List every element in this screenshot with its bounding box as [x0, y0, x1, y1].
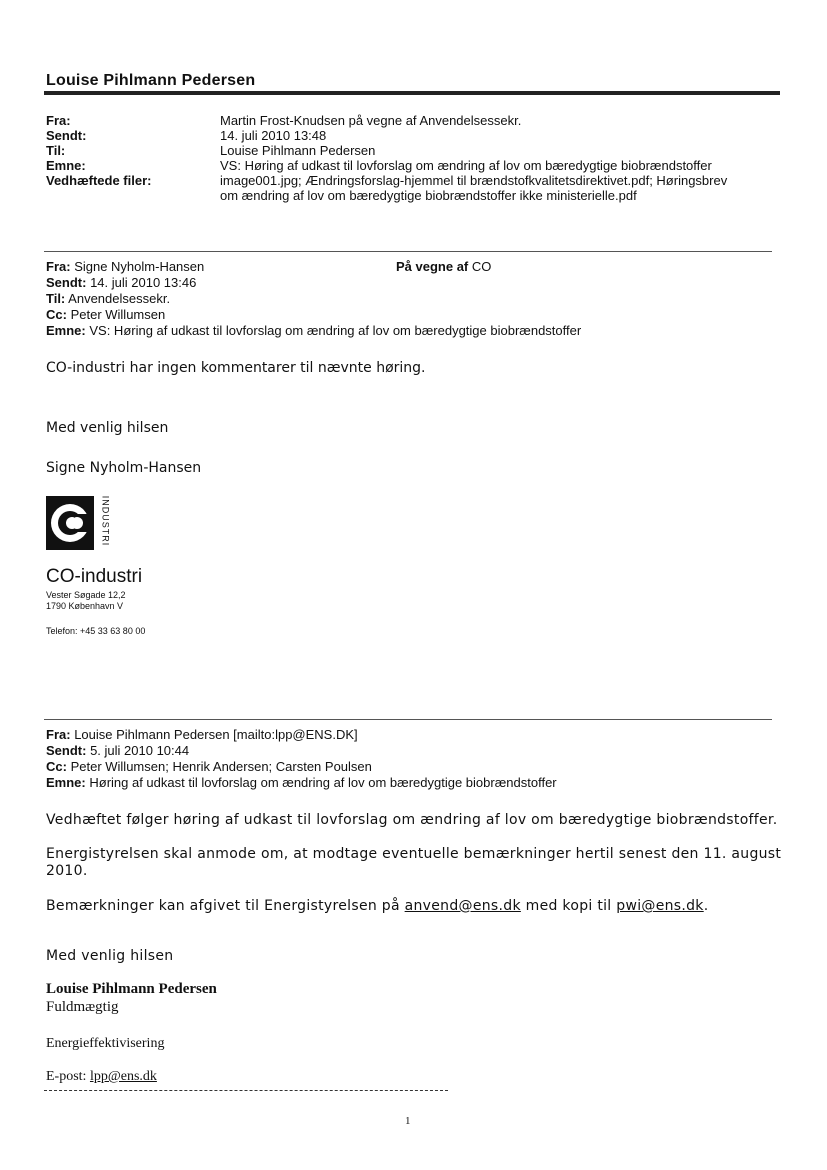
- msg1-subject-line: [46, 323, 581, 338]
- msg1-from-line: [46, 259, 204, 274]
- msg1-sent-line: [46, 275, 196, 290]
- company-name: CO-industri: [46, 566, 143, 587]
- company-address2: 1790 København V: [46, 601, 124, 611]
- value-from: Martin Frost-Knudsen på vegne af Anvendelsessekr.: [220, 113, 522, 128]
- value-attachments-line1: image001.jpg; Ændringsforslag-hjemmel til brændstofkvalitetsdirektivet.pdf; Høringsbrev: [220, 173, 728, 188]
- label-subject: Emne:: [46, 158, 86, 173]
- document-owner-name: Louise Pihlmann Pedersen: [46, 72, 256, 89]
- msg2-subject-value: Høring af udkast til lovforslag om ændring af lov om bæredygtige biobrændstoffer: [89, 775, 557, 790]
- msg2-cc-value: Peter Willumsen; Henrik Andersen; Carsten Poulsen: [70, 759, 372, 774]
- label-sent: Sendt:: [46, 128, 87, 143]
- email-link-pwi[interactable]: pwi@ens.dk: [616, 898, 704, 914]
- msg2-para3: [46, 898, 708, 914]
- msg1-to-value: Anvendelsessekr.: [68, 291, 171, 306]
- msg2-para2-line1: Energistyrelsen skal anmode om, at modtage eventuelle bemærkninger hertil senest den 11. august: [46, 846, 782, 862]
- value-to: Louise Pihlmann Pedersen: [220, 143, 376, 158]
- page-number: 1: [405, 1115, 411, 1127]
- msg1-signature: Signe Nyholm-Hansen: [46, 460, 202, 476]
- divider-msg1: [44, 251, 772, 252]
- value-subject: VS: Høring af udkast til lovforslag om ændring af lov om bæredygtige biobrændstoffer: [220, 158, 712, 173]
- msg1-to-line: [46, 291, 170, 306]
- msg2-from-value: Louise Pihlmann Pedersen [mailto:lpp@ENS.DK]: [74, 727, 358, 742]
- value-attachments-line2: om ændring af lov om bæredygtige biobrændstoffer ikke ministerielle.pdf: [220, 188, 637, 203]
- logo-side-text: INDUSTRI: [100, 496, 111, 547]
- msg2-para3-suffix: .: [703, 898, 709, 914]
- msg2-cc-label: Cc:: [46, 759, 67, 774]
- msg1-on-behalf: [396, 259, 491, 274]
- msg2-from-line: [46, 727, 358, 742]
- msg1-cc-line: [46, 307, 165, 322]
- value-sent: 14. juli 2010 13:48: [220, 128, 327, 143]
- msg2-sent-value: 5. juli 2010 10:44: [90, 743, 190, 758]
- msg2-para1: Vedhæftet følger høring af udkast til lovforslag om ændring af lov om bæredygtige biobrændstoffer.: [46, 812, 778, 828]
- msg2-sent-label: Sendt:: [46, 743, 87, 758]
- label-to: Til:: [46, 143, 66, 158]
- company-address1: Vester Søgade 12,2: [46, 590, 126, 600]
- msg2-sig-title: Fuldmægtig: [46, 999, 119, 1015]
- msg1-to-label: Til:: [46, 291, 66, 306]
- msg2-from-label: Fra:: [46, 727, 71, 742]
- msg1-on-behalf-label: På vegne af: [396, 259, 469, 274]
- msg2-sig-name: Louise Pihlmann Pedersen: [46, 981, 217, 997]
- msg1-sent-label: Sendt:: [46, 275, 87, 290]
- msg2-sig-dept: Energieffektivisering: [46, 1036, 165, 1051]
- msg1-from-label: Fra:: [46, 259, 71, 274]
- msg1-subject-value: VS: Høring af udkast til lovforslag om ændring af lov om bæredygtige biobrændstoffer: [89, 323, 582, 338]
- header-rule: [44, 91, 780, 95]
- msg2-subject-line: [46, 775, 557, 790]
- msg2-para3-prefix: Bemærkninger kan afgivet til Energistyrelsen på: [46, 898, 400, 914]
- msg2-sent-line: [46, 743, 189, 758]
- label-attachments: Vedhæftede filer:: [46, 173, 152, 188]
- dashed-separator: [44, 1090, 448, 1091]
- company-phone: Telefon: +45 33 63 80 00: [46, 626, 146, 636]
- msg2-para2-line2: 2010.: [46, 863, 88, 879]
- msg1-greeting: Med venlig hilsen: [46, 420, 169, 436]
- msg1-cc-label: Cc:: [46, 307, 67, 322]
- msg2-greeting: Med venlig hilsen: [46, 948, 174, 964]
- email-link-lpp[interactable]: lpp@ens.dk: [89, 1069, 157, 1084]
- msg2-para3-mid: med kopi til: [525, 898, 612, 914]
- msg2-cc-line: [46, 759, 372, 774]
- msg1-subject-label: Emne:: [46, 323, 86, 338]
- msg2-sig-email-label: E-post:: [46, 1069, 87, 1084]
- label-from: Fra:: [46, 113, 71, 128]
- msg1-sent-value: 14. juli 2010 13:46: [90, 275, 197, 290]
- msg1-body: CO-industri har ingen kommentarer til nævnte høring.: [46, 360, 426, 376]
- msg2-subject-label: Emne:: [46, 775, 86, 790]
- msg1-cc-value: Peter Willumsen: [70, 307, 166, 322]
- msg2-sig-email-line: [46, 1069, 157, 1085]
- email-link-anvend[interactable]: anvend@ens.dk: [404, 898, 521, 914]
- divider-msg2: [44, 719, 772, 720]
- msg1-from-value: Signe Nyholm-Hansen: [74, 259, 205, 274]
- msg1-on-behalf-value: CO: [471, 259, 492, 274]
- co-industri-logo: [46, 496, 116, 550]
